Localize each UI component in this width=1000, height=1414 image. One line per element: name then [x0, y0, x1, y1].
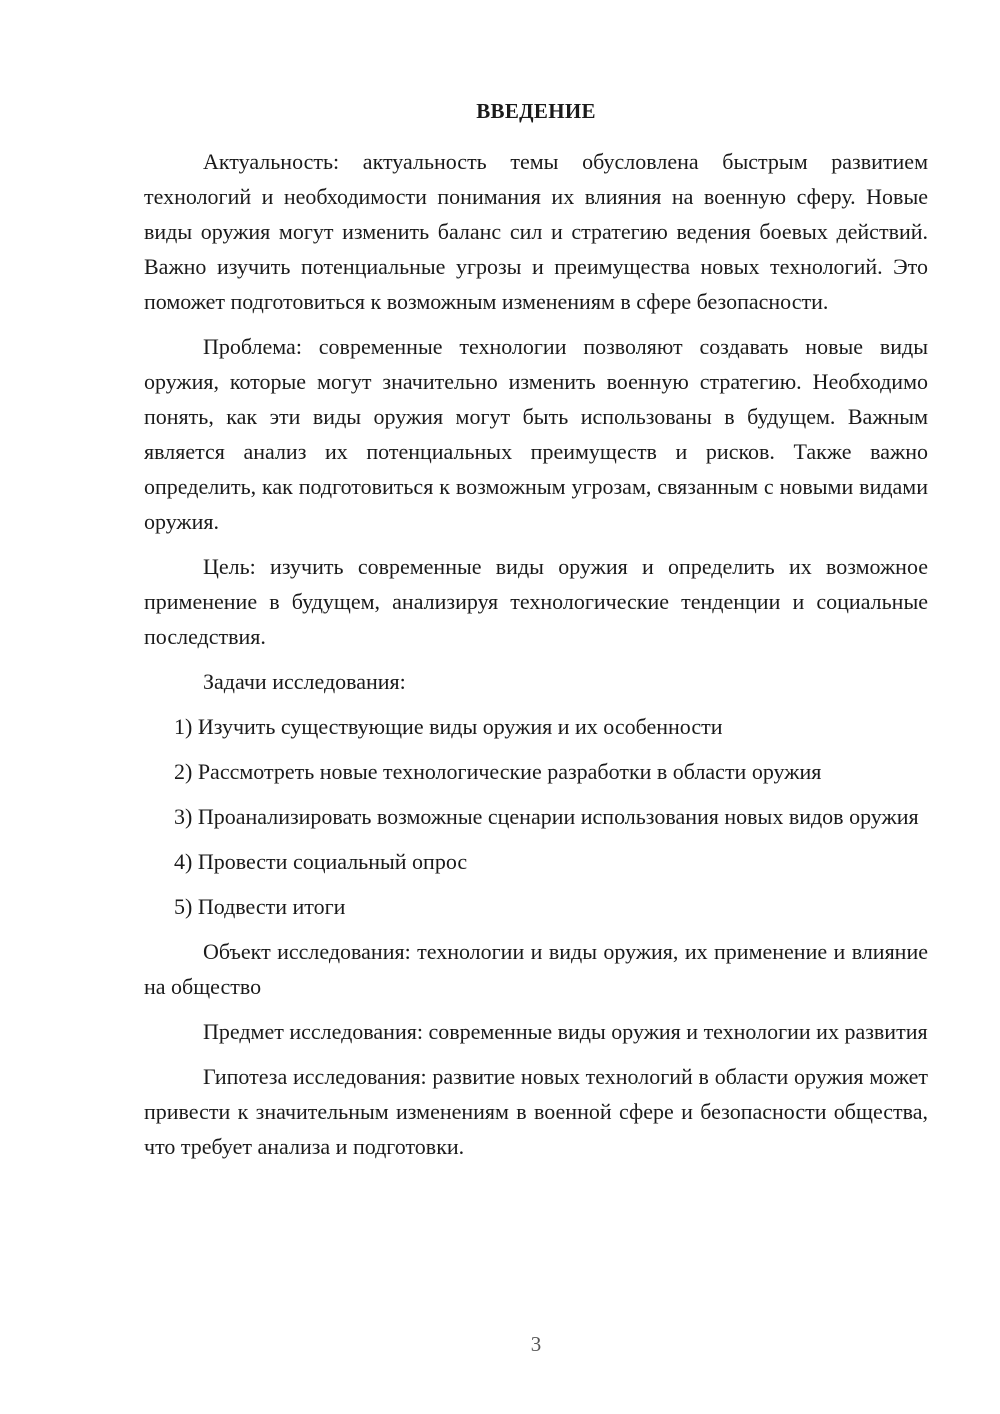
document-title: ВВЕДЕНИЕ — [476, 99, 596, 123]
relevance-paragraph: Актуальность: актуальность темы обусловлена быстрым развитием технологий и необходимости понимания их влияния на военную сферу. Новые виды оружия могут изменить баланс сил и стратегию ведения боевых действий. Важно изучить потенциальные угрозы и преимущества новых технологий. Это поможет подготовиться к возможным изменениям в сфере безопасности. — [144, 149, 928, 314]
problem-paragraph: Проблема: современные технологии позволяют создавать новые виды оружия, которые могут значительно изменить военную стратегию. Необходимо понять, как эти виды оружия могут быть использованы в будущем. Важным является анализ их потенциальных преимуществ и рисков. Также важно определить, как подготовиться к возможным угрозам, связанным с новыми видами оружия. — [144, 334, 928, 534]
tasks-heading: Задачи исследования: — [203, 669, 406, 694]
goal-paragraph: Цель: изучить современные виды оружия и определить их возможное применение в будущем, анализируя технологические тенденции и социальные последствия. — [144, 554, 928, 649]
object-paragraph: Объект исследования: технологии и виды оружия, их применение и влияние на общество — [144, 939, 928, 999]
subject-paragraph: Предмет исследования: современные виды оружия и технологии их развития — [203, 1019, 928, 1044]
task-item-2: 2) Рассмотреть новые технологические разработки в области оружия — [174, 759, 822, 784]
page-number: 3 — [530, 1332, 542, 1356]
document-page — [144, 96, 928, 1174]
task-item-5: 5) Подвести итоги — [174, 894, 346, 919]
task-item-3: 3) Проанализировать возможные сценарии использования новых видов оружия — [174, 804, 919, 829]
task-item-1: 1) Изучить существующие виды оружия и их особенности — [174, 714, 723, 739]
task-item-4: 4) Провести социальный опрос — [174, 849, 468, 874]
hypothesis-paragraph: Гипотеза исследования: развитие новых технологий в области оружия может привести к значительным изменениям в военной сфере и безопасности общества, что требует анализа и подготовки. — [144, 1064, 928, 1159]
